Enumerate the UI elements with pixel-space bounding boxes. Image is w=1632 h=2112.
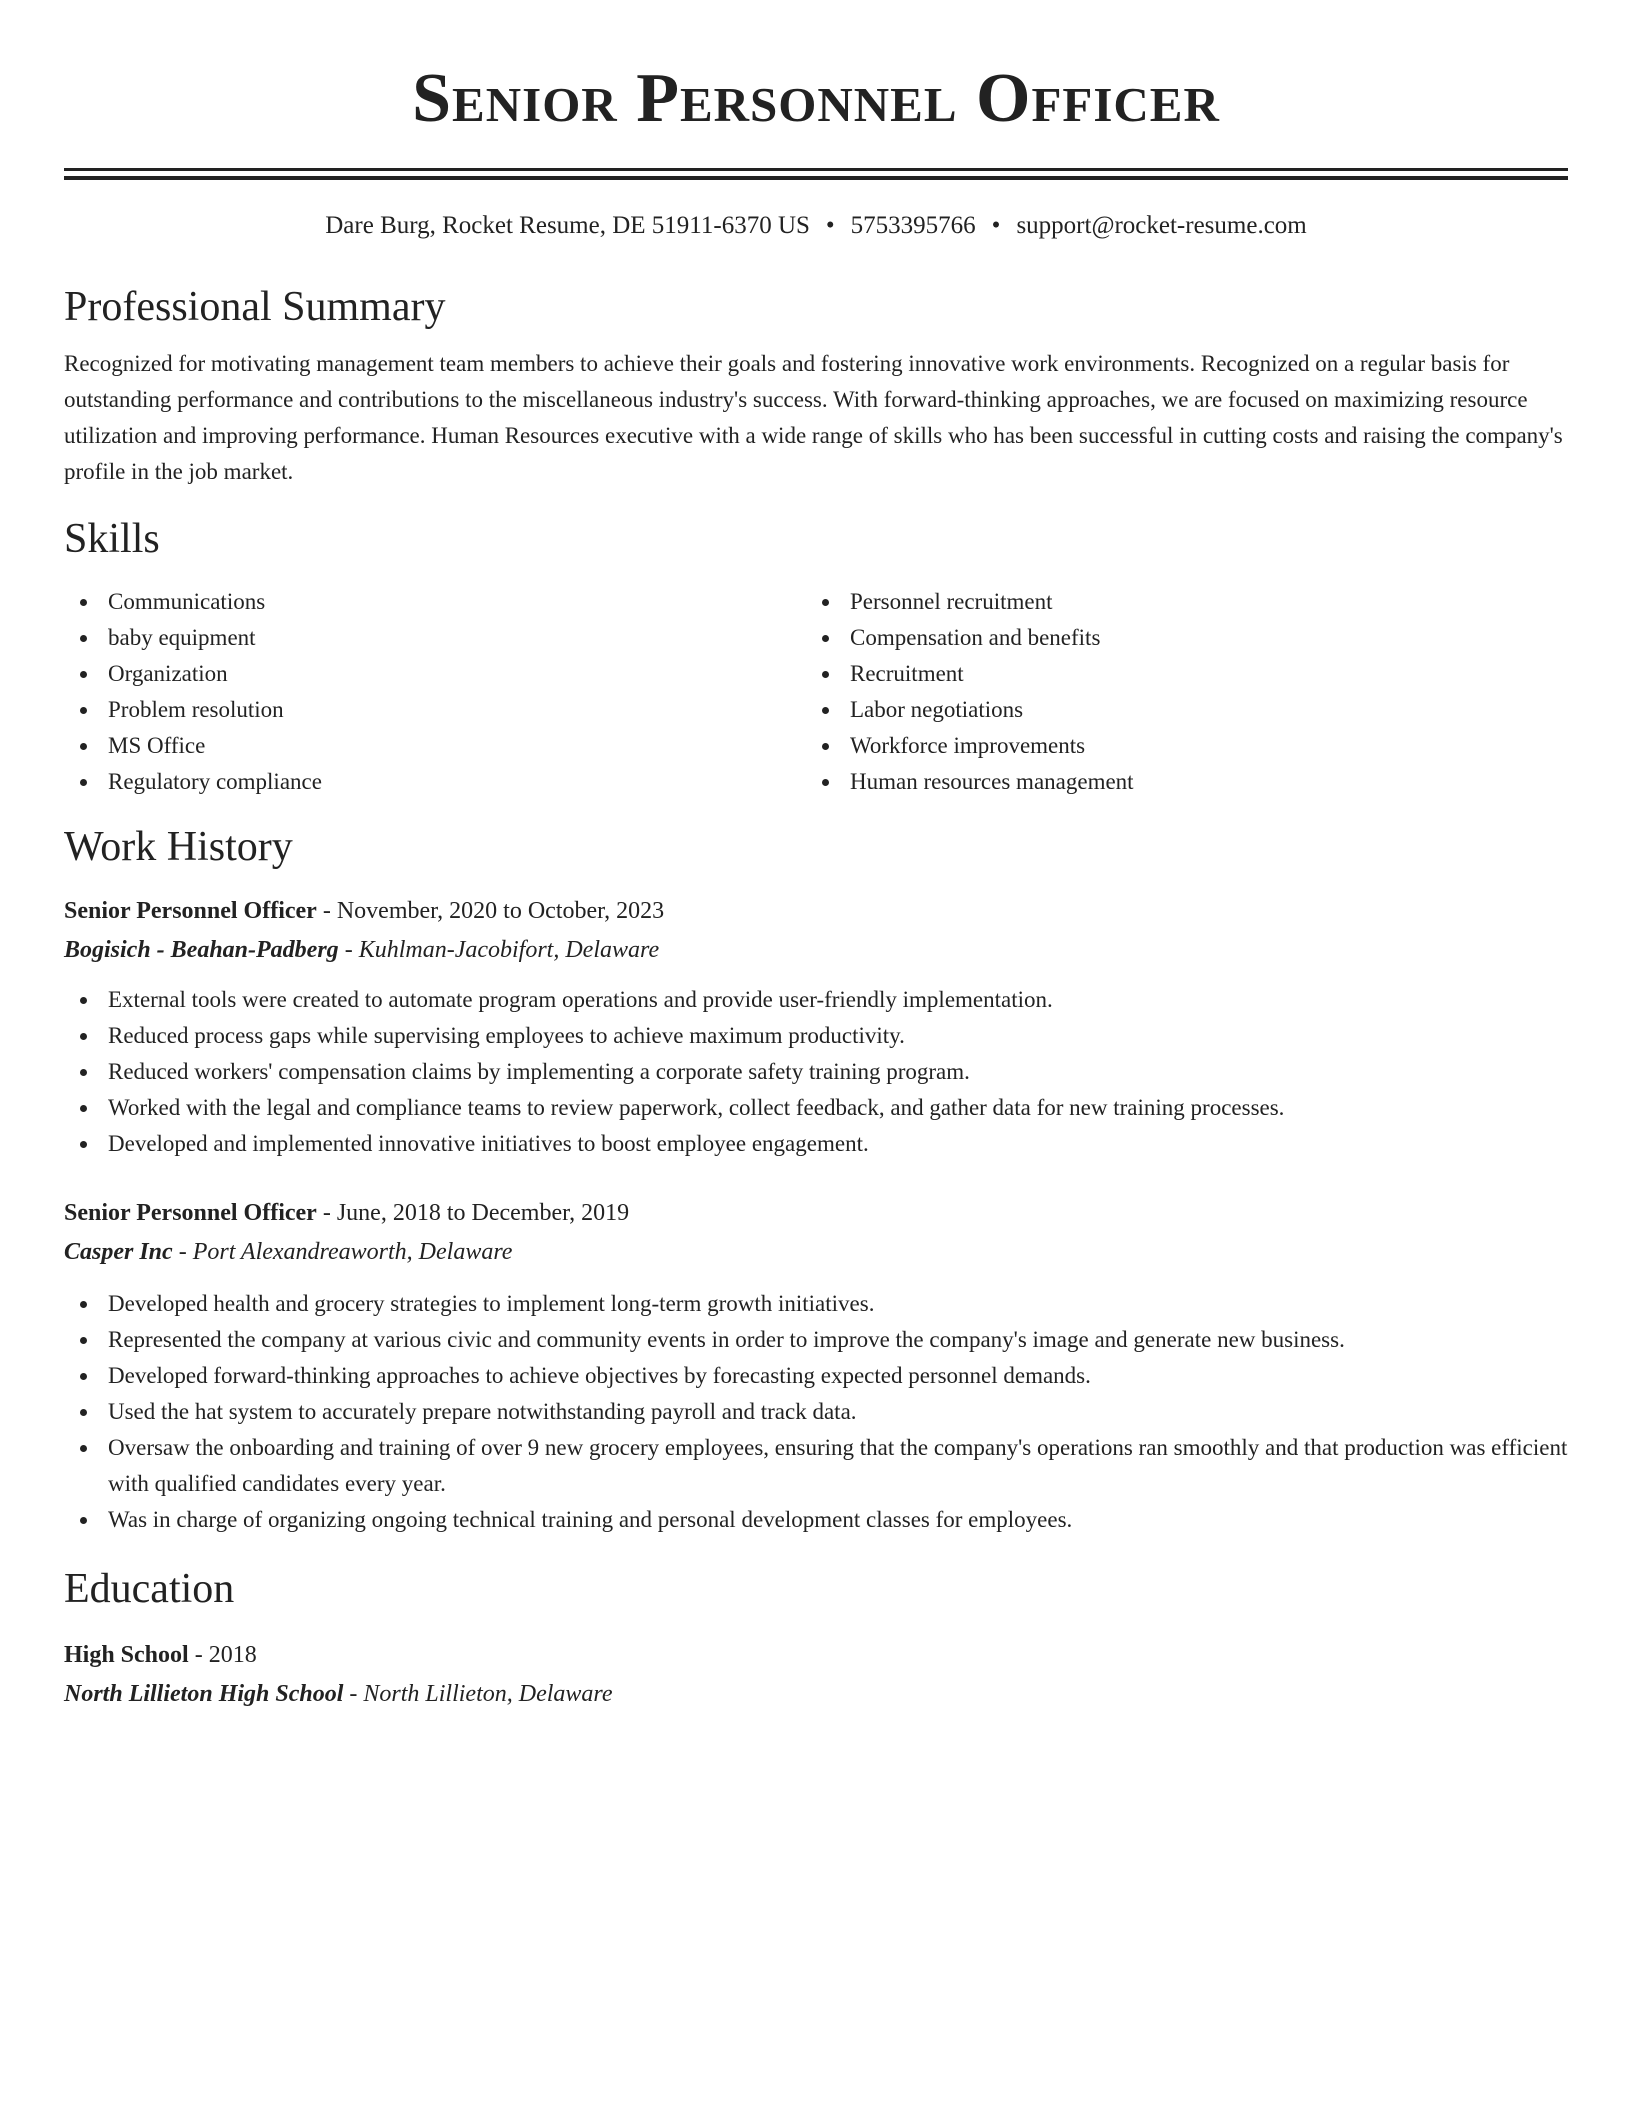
skill-item: Labor negotiations	[806, 692, 1548, 728]
graduation-year: 2018	[208, 1642, 257, 1668]
title-divider	[64, 168, 1568, 180]
job-bullet: Represented the company at various civic and community events in order to improve the company's image and generate new business.	[64, 1322, 1568, 1358]
divider-line-top	[64, 168, 1568, 171]
skills-column-right	[806, 584, 1548, 800]
contact-address: Dare Burg, Rocket Resume, DE 51911-6370 US	[325, 212, 810, 239]
job-bullet: Used the hat system to accurately prepare notwithstanding payroll and track data.	[64, 1394, 1568, 1430]
job-bullet: Worked with the legal and compliance teams to review paperwork, collect feedback, and gather data for new training processes.	[64, 1090, 1568, 1126]
job-entry	[64, 1194, 1568, 1538]
summary-text: Recognized for motivating management team members to achieve their goals and fostering innovative work environments. Recognized on a regular basis for outstanding performance and contributions to the miscellaneous industry's success. With forward-thinking approaches, we are focused on maximizing resource utilization and improving performance. Human Resources executive with a wide range of skills who has been successful in cutting costs and raising the company's profile in the job market.	[64, 351, 1563, 484]
job-bullet: Was in charge of organizing ongoing technical training and personal development classes for employees.	[64, 1502, 1568, 1538]
education-entry	[64, 1636, 1568, 1714]
skill-item: baby equipment	[64, 620, 806, 656]
job-bullet: Developed forward-thinking approaches to achieve objectives by forecasting expected personnel demands.	[64, 1358, 1568, 1394]
skills-heading: Skills	[64, 516, 160, 562]
skills-column-left	[64, 584, 806, 800]
skill-item: Recruitment	[806, 656, 1548, 692]
degree: High School	[64, 1642, 189, 1668]
divider-line-bottom	[64, 176, 1568, 180]
degree-line: High School - 2018	[64, 1642, 257, 1668]
school-line: North Lillieton High School - North Lillieton, Delaware	[64, 1681, 613, 1707]
school-location: North Lillieton, Delaware	[363, 1681, 613, 1707]
job-bullets	[64, 1286, 1568, 1538]
skill-item: Workforce improvements	[806, 728, 1548, 764]
skill-item: Problem resolution	[64, 692, 806, 728]
job-bullet: Oversaw the onboarding and training of over 9 new grocery employees, ensuring that the company's operations ran smoothly and that production was efficient with qualified candidates every year.	[64, 1430, 1568, 1502]
job-dates: November, 2020 to October, 2023	[336, 898, 665, 924]
contact-phone: 5753395766	[850, 212, 976, 239]
education-heading: Education	[64, 1566, 235, 1612]
job-bullet: Reduced process gaps while supervising employees to achieve maximum productivity.	[64, 1018, 1568, 1054]
job-bullet: Developed health and grocery strategies to implement long-term growth initiatives.	[64, 1286, 1568, 1322]
skill-item: Organization	[64, 656, 806, 692]
contact-email: support@rocket-resume.com	[1016, 212, 1307, 239]
summary-heading: Professional Summary	[64, 284, 446, 330]
company-location: Port Alexandreaworth, Delaware	[192, 1239, 513, 1265]
contact-separator: •	[991, 212, 1001, 239]
skill-item: Human resources management	[806, 764, 1548, 800]
job-title-line: Senior Personnel Officer - November, 2020 to October, 2023	[64, 898, 665, 924]
job-entry	[64, 892, 1568, 1162]
job-bullets	[64, 982, 1568, 1162]
job-title: Senior Personnel Officer	[64, 898, 317, 924]
skill-item: Personnel recruitment	[806, 584, 1548, 620]
skills-list	[64, 584, 1568, 800]
skill-item: Communications	[64, 584, 806, 620]
resume-title: Senior Personnel Officer	[412, 60, 1220, 137]
resume-page	[64, 0, 1568, 1714]
job-title: Senior Personnel Officer	[64, 1200, 317, 1226]
contact-separator: •	[825, 212, 835, 239]
job-bullet: External tools were created to automate program operations and provide user-friendly implementation.	[64, 982, 1568, 1018]
company-location: Kuhlman-Jacobifort, Delaware	[358, 937, 660, 963]
company-name: Bogisich - Beahan-Padberg	[64, 937, 339, 963]
school-name: North Lillieton High School	[64, 1681, 344, 1707]
job-bullet: Developed and implemented innovative initiatives to boost employee engagement.	[64, 1126, 1568, 1162]
skill-item: Regulatory compliance	[64, 764, 806, 800]
skill-item: Compensation and benefits	[806, 620, 1548, 656]
company-line: Casper Inc - Port Alexandreaworth, Delaware	[64, 1239, 513, 1265]
job-title-line: Senior Personnel Officer - June, 2018 to December, 2019	[64, 1200, 630, 1226]
job-dates: June, 2018 to December, 2019	[336, 1200, 630, 1226]
company-name: Casper Inc	[64, 1239, 173, 1265]
work-history-heading: Work History	[64, 824, 293, 870]
contact-line	[64, 210, 1568, 242]
job-bullet: Reduced workers' compensation claims by implementing a corporate safety training program.	[64, 1054, 1568, 1090]
company-line: Bogisich - Beahan-Padberg - Kuhlman-Jacobifort, Delaware	[64, 937, 660, 963]
skill-item: MS Office	[64, 728, 806, 764]
